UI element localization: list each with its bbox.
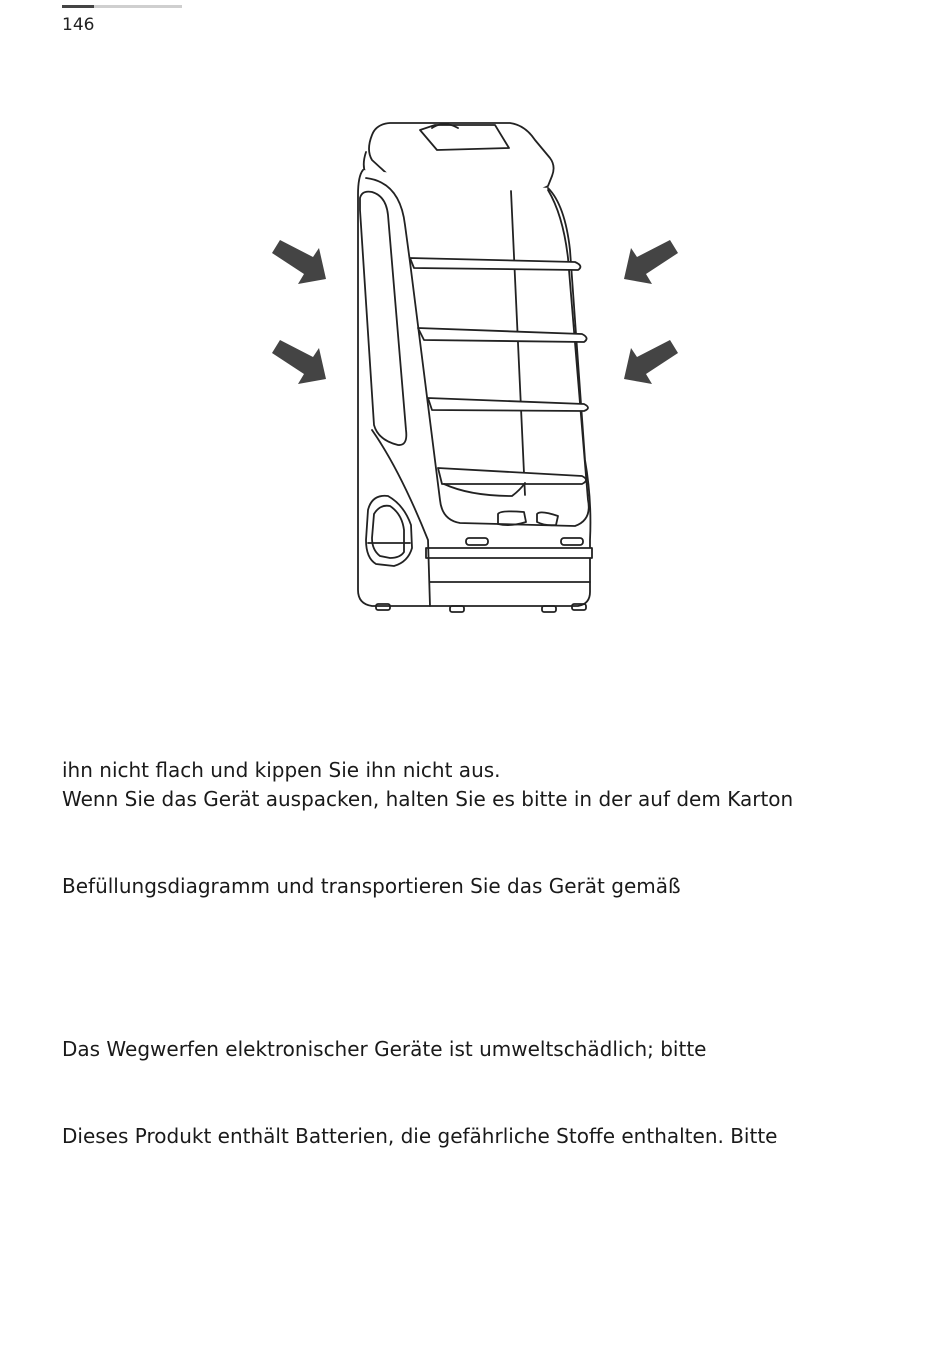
paragraph-4: Dieses Produkt enthält Batterien, die gefährliche Stoffe enthalten. Bitte <box>62 1124 778 1148</box>
arrow-left-top-icon <box>272 240 326 284</box>
delivery-robot-illustration <box>265 115 685 620</box>
page-number: 146 <box>62 15 95 35</box>
paragraph-3: Das Wegwerfen elektronischer Geräte ist umweltschädlich; bitte <box>62 1037 707 1061</box>
paragraph-1 <box>62 756 892 814</box>
arrow-right-top-icon <box>624 240 678 284</box>
paragraph-2: Befüllungsdiagramm und transportieren Sie das Gerät gemäß <box>62 874 681 898</box>
arrow-left-bottom-icon <box>272 340 326 384</box>
page-marker <box>62 5 182 8</box>
paragraph-1-line-1: ihn nicht flach und kippen Sie ihn nicht aus. <box>62 758 501 782</box>
paragraph-1-line-2: Wenn Sie das Gerät auspacken, halten Sie es bitte in der auf dem Karton <box>62 787 794 811</box>
arrow-right-bottom-icon <box>624 340 678 384</box>
